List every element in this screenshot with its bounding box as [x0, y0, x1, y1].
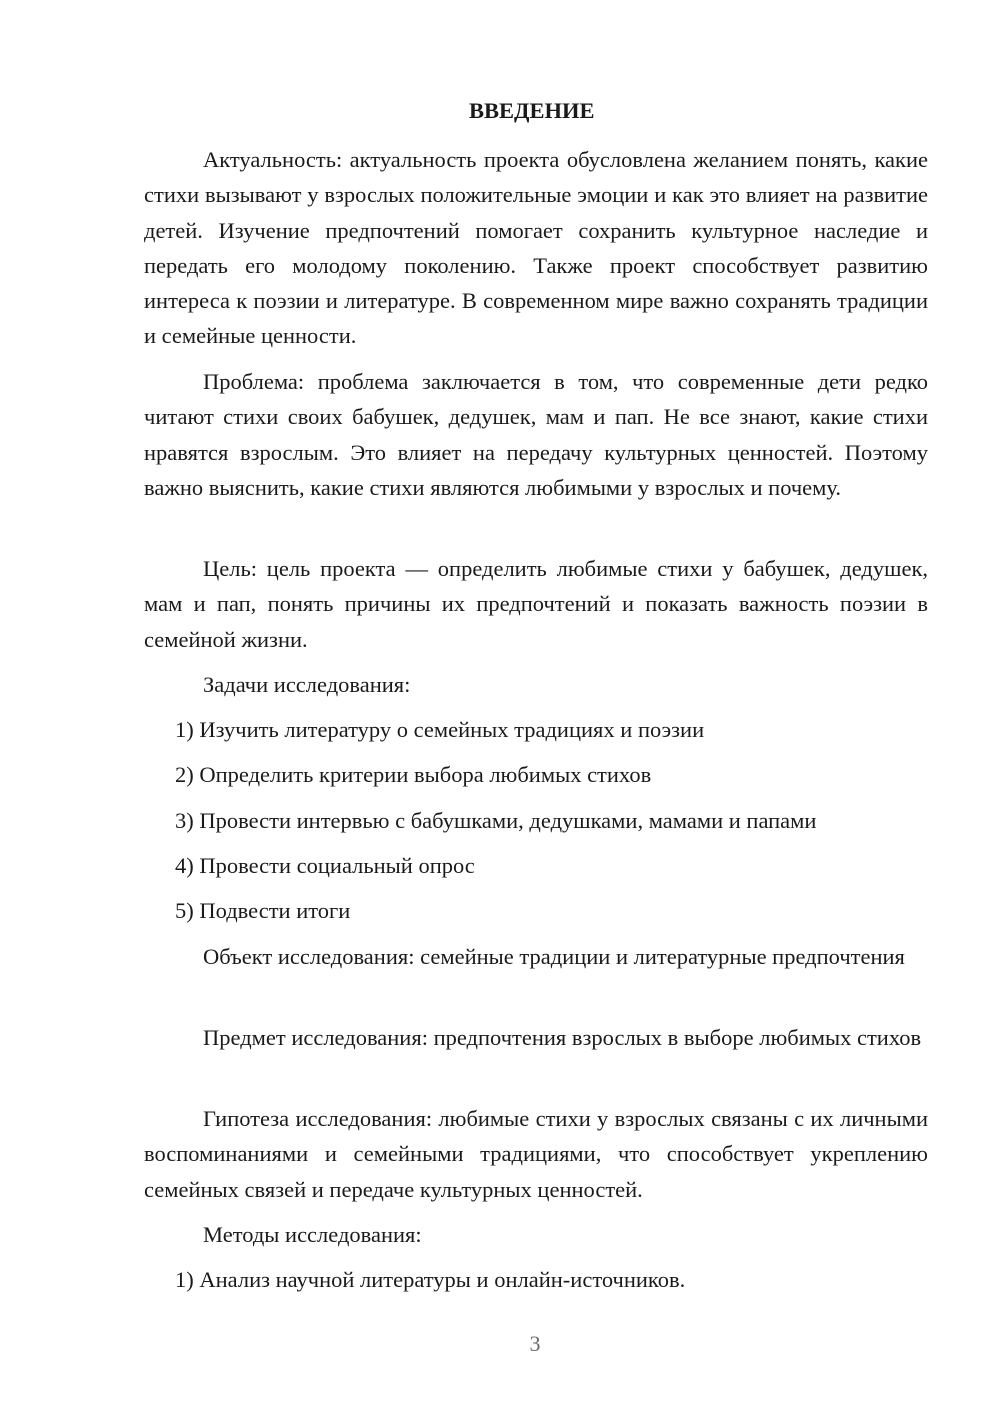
page-title-text: ВВЕДЕНИЕ: [469, 98, 595, 123]
task-item: 4) Провести социальный опрос: [175, 853, 475, 878]
page-number: 3: [529, 1331, 541, 1356]
object-paragraph: Объект исследования: семейные традиции и литературные предпочтения: [203, 944, 905, 969]
task-item: 2) Определить критерии выбора любимых стихов: [175, 762, 652, 787]
method-item: 1) Анализ научной литературы и онлайн-источников.: [175, 1267, 686, 1292]
problem-paragraph: Проблема: проблема заключается в том, что современные дети редко читают стихи своих бабушек, дедушек, мам и пап. Не все знают, какие стихи нравятся взрослым. Это влияет на передачу культурных ценностей. Поэтому важно выяснить, какие стихи являются любимыми у взрослых и почему.: [144, 369, 928, 500]
page-title: [72, 93, 1000, 128]
relevance-paragraph: Актуальность: актуальность проекта обусловлена желанием понять, какие стихи вызывают у взрослых положительные эмоции и как это влияет на развитие детей. Изучение предпочтений помогает сохранить культурное наследие и передать его молодому поколению. Также проект способствует развитию интереса к поэзии и литературе. В современном мире важно сохранять традиции и семейные ценности.: [144, 147, 928, 349]
task-item: 5) Подвести итоги: [175, 898, 351, 923]
hypothesis-paragraph: Гипотеза исследования: любимые стихи у взрослых связаны с их личными воспоминаниями и семейными традициями, что способствует укреплению семейных связей и передаче культурных ценностей.: [144, 1106, 928, 1202]
methods-heading: Методы исследования:: [203, 1222, 422, 1247]
task-item: 3) Провести интервью с бабушками, дедушками, мамами и папами: [175, 808, 817, 833]
tasks-heading: Задачи исследования:: [203, 672, 411, 697]
task-item: 1) Изучить литературу о семейных традициях и поэзии: [175, 717, 705, 742]
subject-paragraph: Предмет исследования: предпочтения взрослых в выборе любимых стихов: [203, 1025, 922, 1050]
goal-paragraph: Цель: цель проекта — определить любимые стихи у бабушек, дедушек, мам и пап, понять причины их предпочтений и показать важность поэзии в семейной жизни.: [144, 556, 928, 652]
